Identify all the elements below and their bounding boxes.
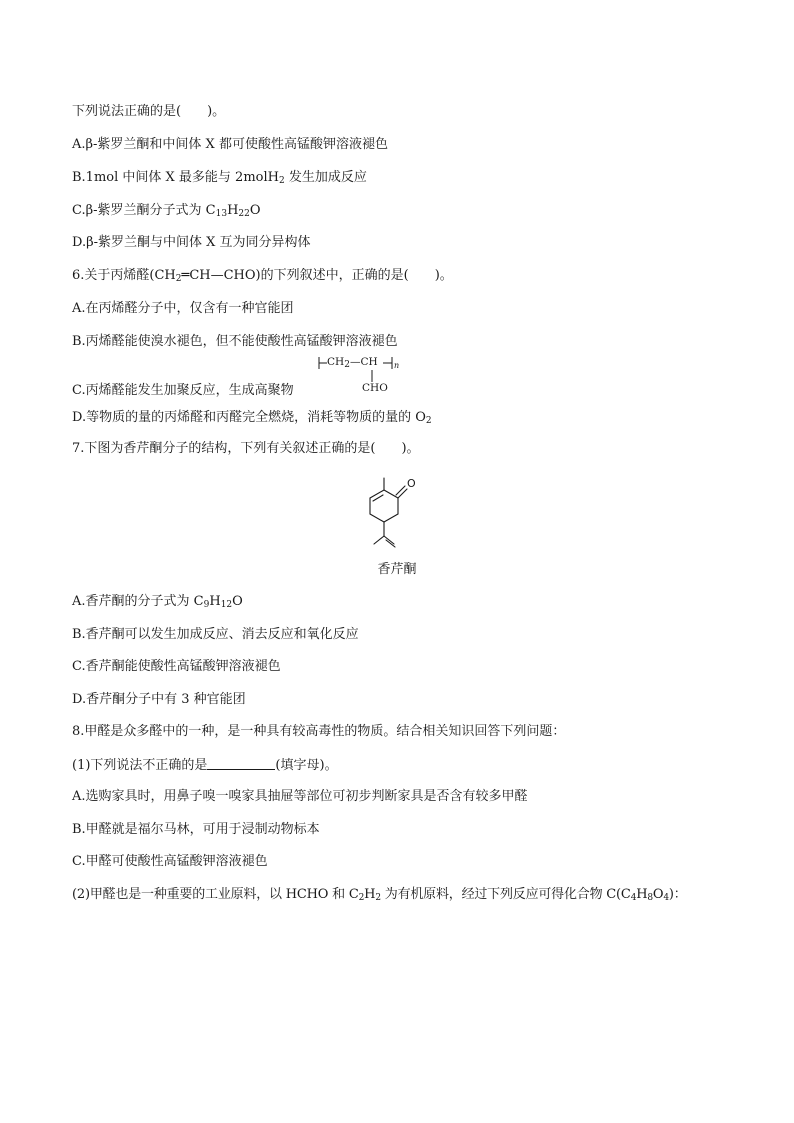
q6-option-b: B.丙烯醛能使溴水褪色，但不能使酸性高锰酸钾溶液褪色 (72, 334, 398, 349)
q7-option-a: A.香芹酮的分子式为 $C_9H_{12}O$ (72, 594, 243, 610)
carbonyl-oxygen-label: O (407, 477, 416, 490)
q7-option-b: B.香芹酮可以发生加成反应、消去反应和氧化反应 (72, 627, 359, 642)
q5-stem: 下列说法正确的是( )。 (72, 104, 226, 119)
q7-option-d: D.香芹酮分子中有 3 种官能团 (72, 692, 246, 707)
carvone-structure (366, 474, 426, 554)
q6-stem: 6.关于丙烯醛$(CH_2═CH—CHO)$的下列叙述中，正确的是( )。 (72, 268, 453, 284)
polymer-structure (318, 356, 408, 396)
q6-option-c: C.丙烯醛能发生加聚反应，生成高聚物 (72, 383, 294, 398)
q8-stem: 8.甲醛是众多醛中的一种，是一种具有较高毒性的物质。结合相关知识回答下列问题： (72, 724, 566, 739)
polymer-n: n (394, 361, 400, 370)
q5-option-b: B.1mol 中间体 X 最多能与 2molH$_2$ 发生加成反应 (72, 170, 367, 186)
answer-blank[interactable] (207, 757, 275, 770)
q8-part2: (2)甲醛也是一种重要的工业原料，以 HCHO 和 $C_2H_2$ 为有机原料，经过下列反应可得化合物 $C(C_4H_8O_4)$： (72, 887, 687, 903)
polymer-chain: $CH_2—CH$ (327, 356, 378, 370)
q6-option-d: D.等物质的量的丙烯醛和丙醛完全燃烧，消耗等物质的量的 $O_2$ (72, 410, 432, 426)
q5-option-a: A.β-紫罗兰酮和中间体 X 都可使酸性高锰酸钾溶液褪色 (72, 137, 388, 152)
figure-caption: 香芹酮 (377, 562, 417, 577)
q6-option-a: A.在丙烯醛分子中，仅含有一种官能团 (72, 301, 294, 316)
q8-option-a: A.选购家具时，用鼻子嗅一嗅家具抽屉等部位可初步判断家具是否含有较多甲醛 (72, 789, 528, 804)
q7-stem: 7.下图为香芹酮分子的结构，下列有关叙述正确的是( )。 (72, 441, 420, 456)
polymer-cho-group: CHO (362, 382, 388, 394)
carvone-skeleton (366, 474, 426, 554)
q5-option-c: C.β-紫罗兰酮分子式为 $C_{13}H_{22}O$ (72, 203, 261, 219)
q7-option-c: C.香芹酮能使酸性高锰酸钾溶液褪色 (72, 659, 281, 674)
q8-option-c: C.甲醛可使酸性高锰酸钾溶液褪色 (72, 854, 268, 869)
q8-part1: (1)下列说法不正确的是 (填字母)。 (72, 758, 338, 773)
q8-option-b: B.甲醛就是福尔马林，可用于浸制动物标本 (72, 822, 320, 837)
q5-option-d: D.β-紫罗兰酮与中间体 X 互为同分异构体 (72, 235, 311, 250)
